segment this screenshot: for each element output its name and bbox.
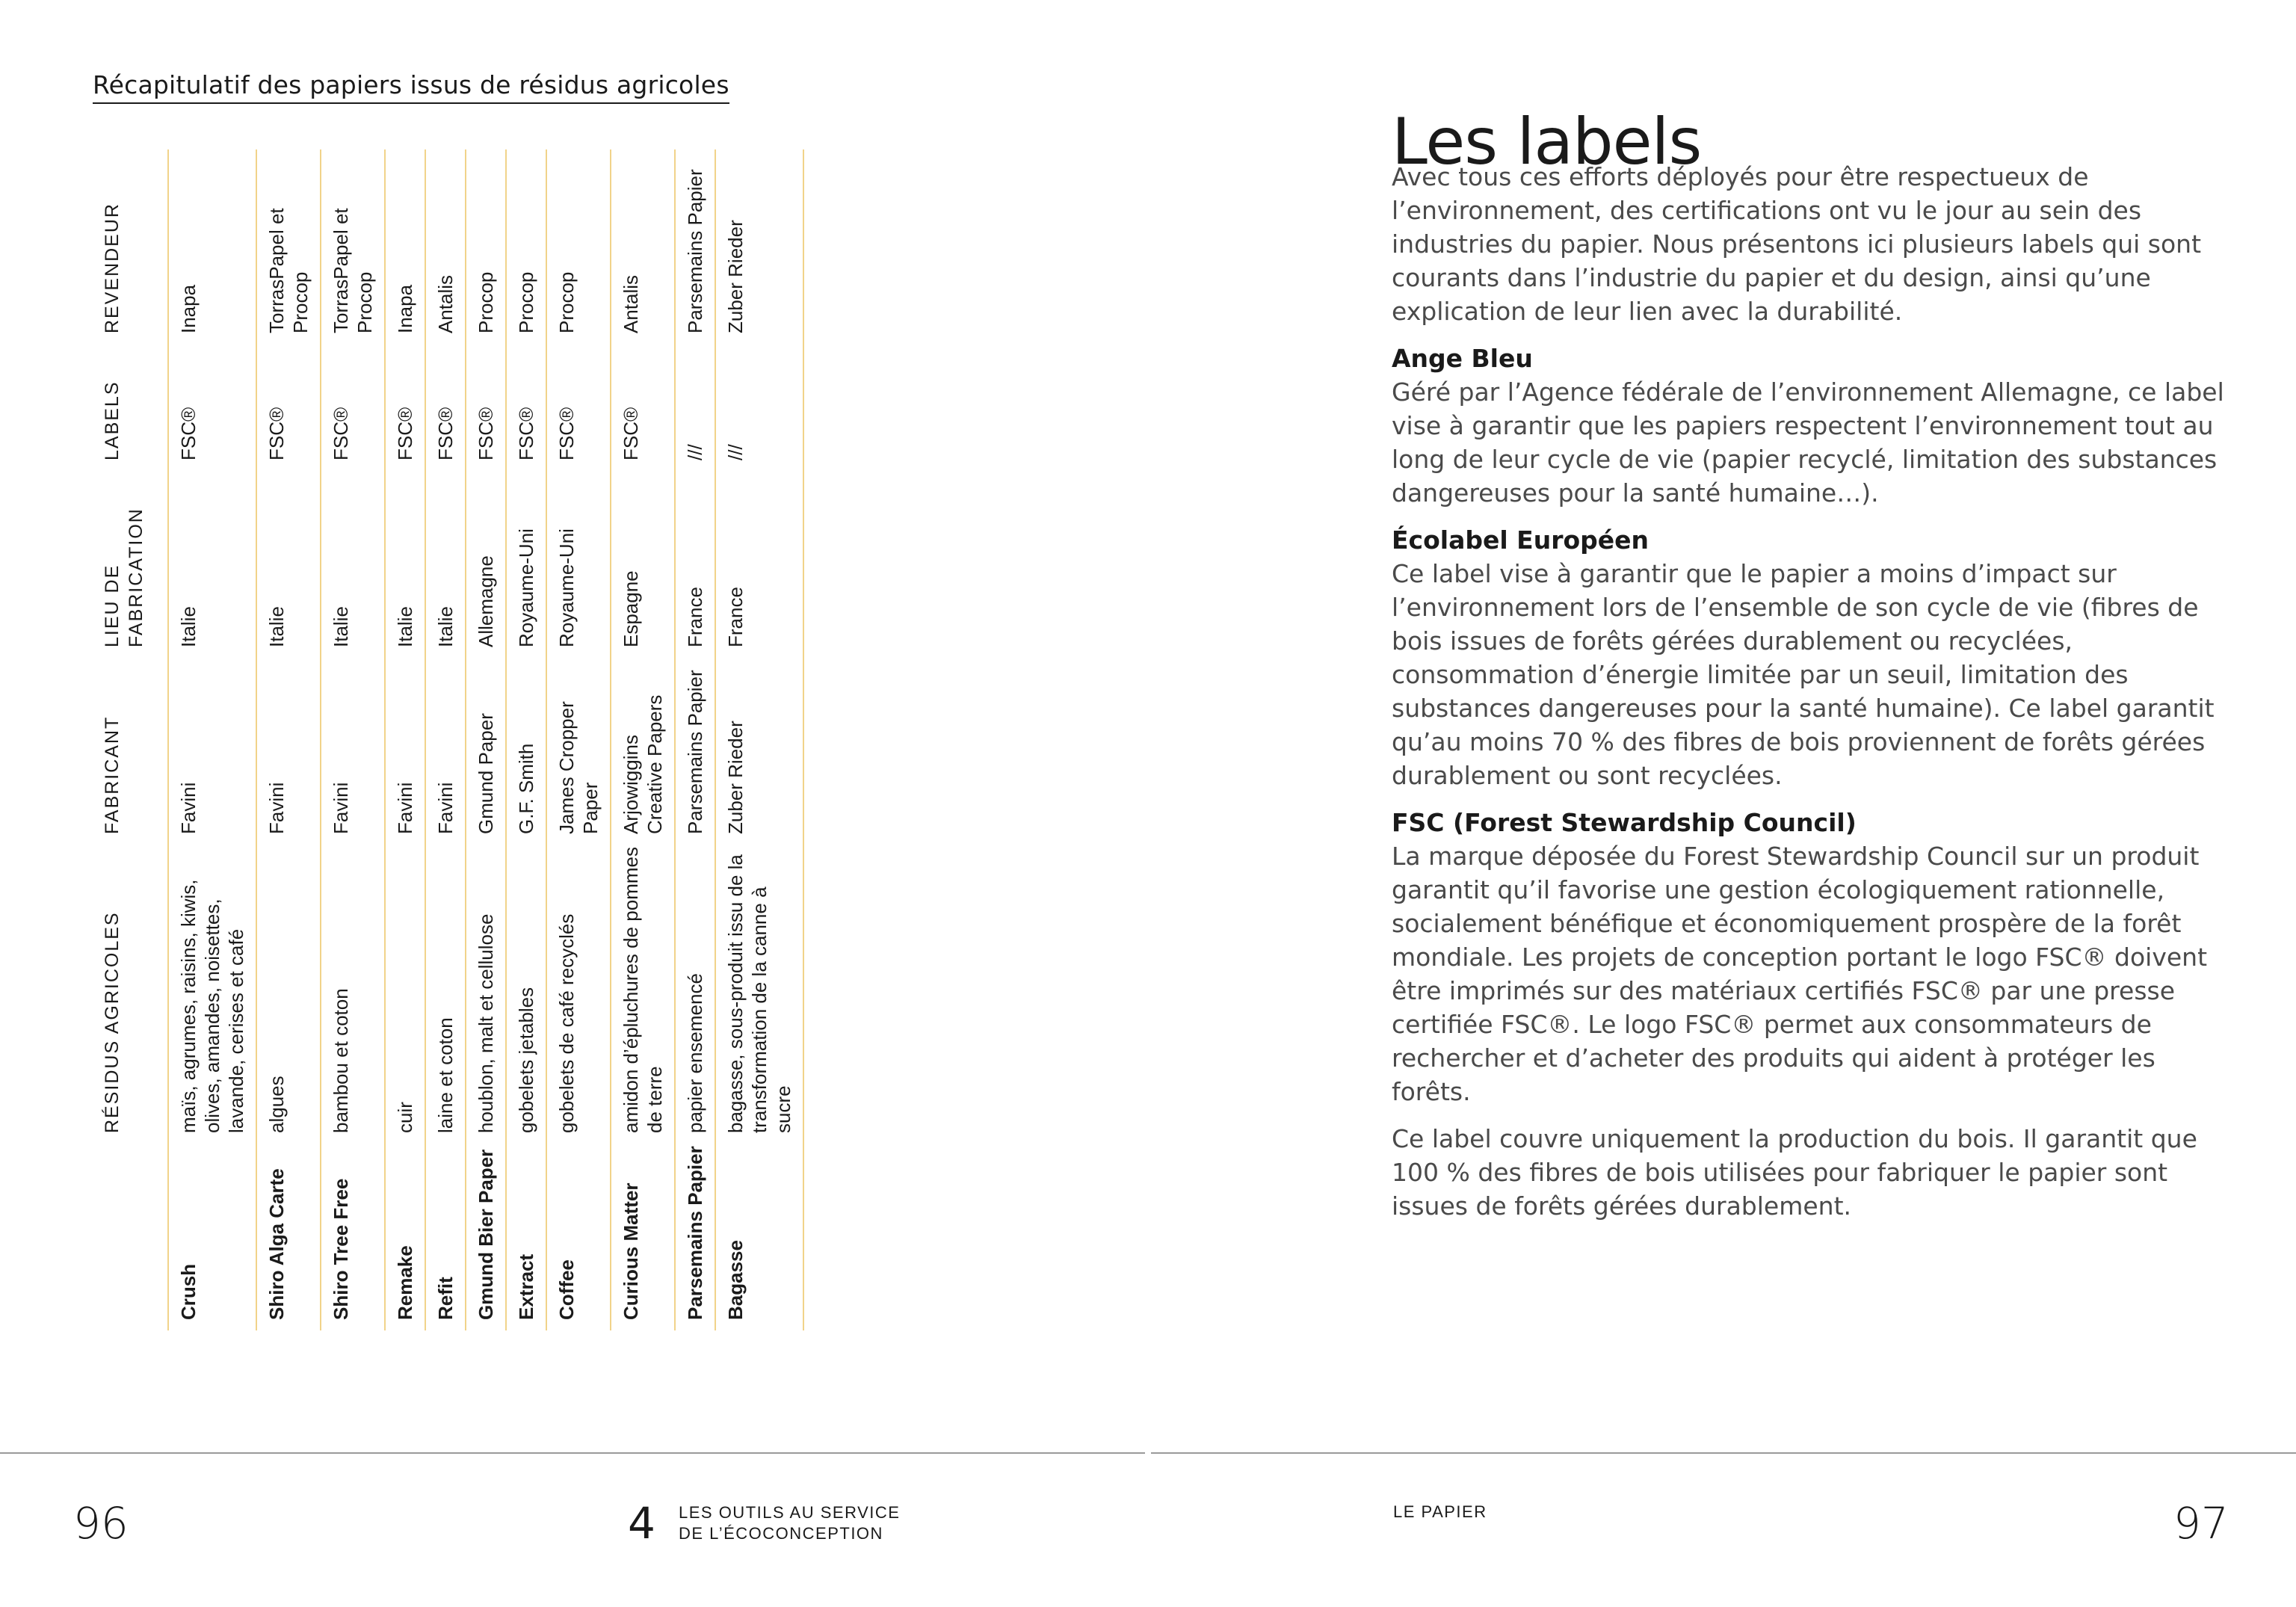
cell-fabricant: Favini	[256, 658, 321, 845]
cell-fabricant: James Cropper Paper	[546, 658, 611, 845]
chapter-number: 4	[628, 1498, 655, 1549]
header-lieu: LIEU DE FABRICATION	[93, 471, 168, 658]
cell-residus: gobelets de café recyclés	[546, 845, 611, 1144]
section-heading-ange-bleu: Ange Bleu	[1392, 344, 1533, 373]
cell-lieu: Royaume-Uni	[506, 471, 546, 658]
cell-residus: bagasse, sous-produit issu de la transformation de la canne à sucre	[715, 845, 803, 1144]
cell-residus: papier ensemencé	[675, 845, 715, 1144]
cell-fabricant: G.F. Smith	[506, 658, 546, 845]
cell-lieu: Italie	[321, 471, 385, 658]
cell-revendeur: Inapa	[385, 149, 425, 344]
cell-fabricant: Favini	[425, 658, 466, 845]
cell-fabricant: Parsemains Papier	[675, 658, 715, 845]
cell-residus: gobelets jetables	[506, 845, 546, 1144]
cell-revendeur: TorrasPapel et Procop	[321, 149, 385, 344]
agricultural-paper-table	[93, 149, 804, 1330]
cell-lieu: Espagne	[611, 471, 675, 658]
cell-name: Shiro Alga Carte	[256, 1144, 321, 1330]
table-row	[715, 149, 803, 1330]
cell-revendeur: Antalis	[425, 149, 466, 344]
cell-residus: laine et coton	[425, 845, 466, 1144]
table-row	[168, 149, 256, 1330]
table-row	[385, 149, 425, 1330]
cell-lieu: Italie	[425, 471, 466, 658]
page-title: Les labels	[1392, 104, 1702, 179]
intro-paragraph: Avec tous ces efforts déployés pour être respectueux de l’environnement, des certifications ont vu le jour au sein des industries du papier. Nous présentons ici plusieurs labels qui sont courants dans l’industrie du papier et du design, ainsi qu’une explication de leur lien avec la durabilité.	[1392, 162, 2202, 326]
cell-labels: FSC®	[611, 344, 675, 471]
cell-name: Curious Matter	[611, 1144, 675, 1330]
cell-fabricant: Arjowiggins Creative Papers	[611, 658, 675, 845]
cell-revendeur: Antalis	[611, 149, 675, 344]
section-heading-ecolabel: Écolabel Européen	[1392, 525, 1650, 555]
cell-name: Coffee	[546, 1144, 611, 1330]
cell-lieu: France	[715, 471, 803, 658]
section-body-ange-bleu: Géré par l’Agence fédérale de l’environnement Allemagne, ce label vise à garantir que les papiers respectent l’environnement tout au long de leur cycle de vie (papier recyclé, limitation des substances dangereuses pour la santé humaine…).	[1392, 377, 2224, 508]
table-header-row	[93, 149, 168, 1330]
cell-name: Bagasse	[715, 1144, 803, 1330]
table-row	[546, 149, 611, 1330]
header-name	[93, 1144, 168, 1330]
chapter-label-line2: DE L’ÉCOCONCEPTION	[679, 1524, 883, 1543]
cell-lieu: Italie	[168, 471, 256, 658]
cell-fabricant: Favini	[321, 658, 385, 845]
cell-labels: ///	[675, 344, 715, 471]
cell-name: Gmund Bier Paper	[466, 1144, 506, 1330]
cell-name: Remake	[385, 1144, 425, 1330]
table-row	[611, 149, 675, 1330]
chapter-label-line1: LES OUTILS AU SERVICE	[679, 1503, 901, 1522]
cell-lieu: Italie	[256, 471, 321, 658]
cell-name: Shiro Tree Free	[321, 1144, 385, 1330]
section-body-fsc: La marque déposée du Forest Stewardship Council sur un produit garantit qu’il favorise une gestion écologiquement rationnelle, socialement bénéfique et économiquement prospère de la forêt mondiale. Les projets de conception portant le logo FSC® doivent être imprimés sur des matériaux certifiés FSC® par une presse certifiée FSC®. Le logo FSC® permet aux consommateurs de rechercher et d’acheter des produits qui aident à protéger les forêts.	[1392, 842, 2208, 1106]
table-title: Récapitulatif des papiers issus de résidus agricoles	[93, 70, 729, 104]
cell-name: Extract	[506, 1144, 546, 1330]
page-number-right: 97	[2173, 1498, 2229, 1549]
cell-revendeur: Zuber Rieder	[715, 149, 803, 344]
labels-text	[1392, 160, 2229, 1236]
cell-lieu: France	[675, 471, 715, 658]
cell-labels: FSC®	[466, 344, 506, 471]
section-body-ecolabel: Ce label vise à garantir que le papier a moins d’impact sur l’environnement lors de l’ensemble de son cycle de vie (fibres de bois issues de forêts gérées durablement ou recyclées, consommation d’énergie limitée par un seuil, limitation des substances dangereuses pour la santé humaine). Ce label garantit qu’au moins 70 % des fibres de bois proviennent de forêts gérées durablement ou sont recyclées.	[1392, 559, 2215, 790]
cell-revendeur: Procop	[466, 149, 506, 344]
cell-fabricant: Favini	[385, 658, 425, 845]
section-heading-fsc: FSC (Forest Stewardship Council)	[1392, 808, 1857, 837]
closing-paragraph: Ce label couvre uniquement la production du bois. Il garantit que 100 % des fibres de bois utilisées pour fabriquer le papier sont issues de forêts gérées durablement.	[1392, 1124, 2197, 1221]
table-body	[168, 149, 803, 1330]
cell-labels: FSC®	[506, 344, 546, 471]
cell-revendeur: Parsemains Papier	[675, 149, 715, 344]
cell-revendeur: Procop	[546, 149, 611, 344]
cell-labels: FSC®	[425, 344, 466, 471]
header-revendeur: REVENDEUR	[93, 149, 168, 344]
rotated-table-wrapper	[93, 149, 840, 1330]
cell-labels: FSC®	[256, 344, 321, 471]
footer-divider-right	[1151, 1452, 2296, 1454]
right-page	[1148, 0, 2296, 1607]
header-labels: LABELS	[93, 344, 168, 471]
cell-residus: cuir	[385, 845, 425, 1144]
cell-residus: houblon, malt et cellulose	[466, 845, 506, 1144]
cell-lieu: Royaume-Uni	[546, 471, 611, 658]
cell-lieu: Italie	[385, 471, 425, 658]
cell-fabricant: Favini	[168, 658, 256, 845]
cell-residus: amidon d’épluchures de pommes de terre	[611, 845, 675, 1144]
section-label: LE PAPIER	[1393, 1502, 1487, 1521]
footer-divider-left	[0, 1452, 1145, 1454]
cell-labels: ///	[715, 344, 803, 471]
cell-residus: algues	[256, 845, 321, 1144]
table-row	[675, 149, 715, 1330]
table-row	[425, 149, 466, 1330]
cell-fabricant: Zuber Rieder	[715, 658, 803, 845]
table-row	[256, 149, 321, 1330]
cell-labels: FSC®	[546, 344, 611, 471]
cell-revendeur: Procop	[506, 149, 546, 344]
cell-labels: FSC®	[168, 344, 256, 471]
cell-revendeur: TorrasPapel et Procop	[256, 149, 321, 344]
cell-revendeur: Inapa	[168, 149, 256, 344]
cell-name: Crush	[168, 1144, 256, 1330]
cell-residus: bambou et coton	[321, 845, 385, 1144]
table-row	[506, 149, 546, 1330]
cell-lieu: Allemagne	[466, 471, 506, 658]
cell-name: Refit	[425, 1144, 466, 1330]
cell-fabricant: Gmund Paper	[466, 658, 506, 845]
header-residus: RÉSIDUS AGRICOLES	[93, 845, 168, 1144]
header-fabricant: FABRICANT	[93, 658, 168, 845]
chapter-label	[679, 1502, 900, 1544]
cell-residus: maïs, agrumes, raisins, kiwis, olives, amandes, noisettes, lavande, cerises et café	[168, 845, 256, 1144]
cell-labels: FSC®	[385, 344, 425, 471]
table-row	[466, 149, 506, 1330]
cell-name: Parsemains Papier	[675, 1144, 715, 1330]
cell-labels: FSC®	[321, 344, 385, 471]
table-row	[321, 149, 385, 1330]
page-number-left: 96	[73, 1498, 129, 1549]
